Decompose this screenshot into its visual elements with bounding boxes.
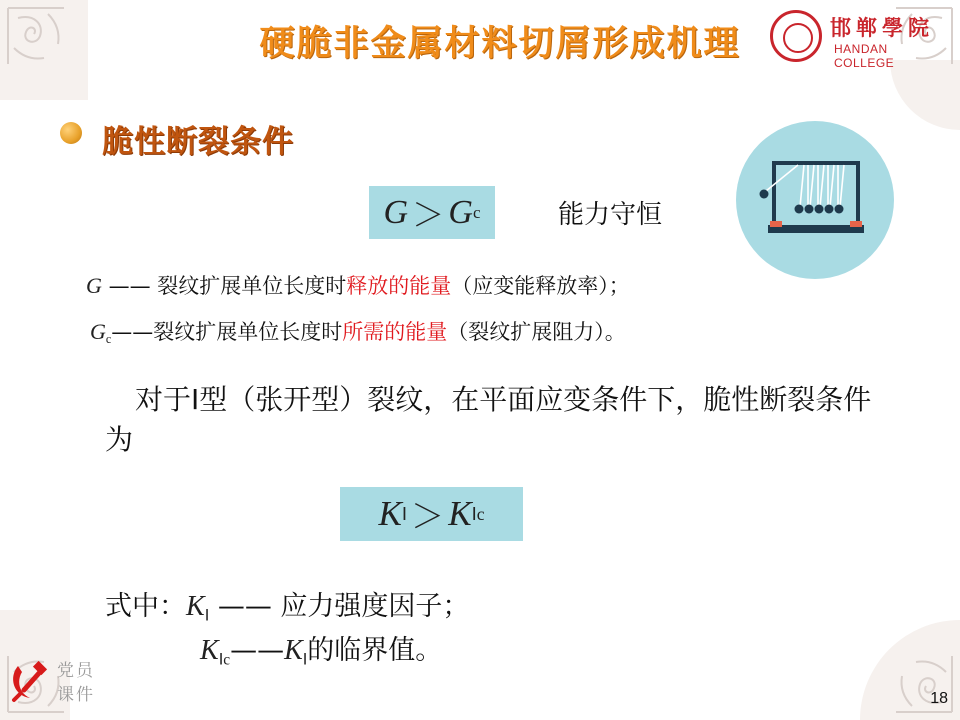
eq-gc: G [448,193,473,231]
where-kc-dash: —— [230,635,285,666]
def-gc-dash: —— [111,320,154,344]
newtons-cradle-icon [736,121,894,279]
party-text-line1: 党员 [57,661,95,681]
where-kc-symbol [200,635,231,669]
where-kc-text: 的临界值。 [307,635,443,666]
def-g-dash: —— [101,274,158,298]
slide-title: 硬脆非金属材料切屑形成机理 [259,24,741,64]
eq-gc-sub: c [472,202,481,222]
stress-criterion-equation [340,487,523,541]
where-k-main: K [186,591,205,622]
where-k-symbol [186,591,210,625]
eq-kc: K [448,494,472,533]
where-ref-symbol [284,635,308,669]
where-kc-sub: Ⅰc [218,651,231,669]
def-g-text: 裂纹扩展单位长度时 [157,274,347,298]
where-line-2 [200,628,442,669]
college-english-name: HANDAN COLLEGE [834,42,895,70]
where-ref-sub: Ⅰ [302,651,308,669]
def-g-highlight: 释放的能量 [346,274,452,298]
section-heading: 脆性断裂条件 [102,124,294,160]
def-gc-note: （裂纹扩展阻力）。 [447,320,626,344]
where-k-text: 应力强度因子； [280,591,470,622]
energy-criterion-equation [369,186,495,239]
corner-ornament-icon [4,4,82,82]
eq-kc-sub: Ⅰc [471,503,485,524]
energy-caption: 能力守恒 [558,200,663,230]
def-gc-highlight: 所需的能量 [342,320,448,344]
hammer-sickle-icon [10,660,50,704]
where-ref-main: K [284,635,303,666]
college-seal-icon [770,10,822,62]
college-logo [770,8,950,70]
definition-g [86,270,630,300]
body-paragraph: 对于Ⅰ型（张开型）裂纹，在平面应变条件下，脆性断裂条件为 [105,383,872,456]
def-gc-symbol [90,319,112,347]
eq-k: K [378,494,402,533]
college-name: 邯郸學院 [830,15,934,40]
where-prefix: 式中： [105,591,186,622]
party-text-line2: 课件 [57,685,95,705]
where-line-1 [105,584,469,625]
def-gc-symbol-main: G [90,319,106,344]
where-k-sub: Ⅰ [204,607,210,625]
party-courseware-label [56,659,96,707]
bullet-ball-icon [60,122,82,144]
def-gc-symbol-sub: c [105,332,112,347]
eq-k-sub: Ⅰ [401,503,407,524]
def-g-note: （应变能释放率）； [451,274,630,298]
where-kc-main: K [200,635,219,666]
eq-g: G [383,193,409,231]
page-number: 18 [930,690,948,707]
eq-relation: ＞ [412,196,445,233]
where-k-dash: —— [209,591,281,622]
def-gc-text: 裂纹扩展单位长度时 [153,320,343,344]
definition-gc [90,316,626,347]
def-g-symbol: G [86,273,102,298]
eq-k-relation: ＞ [410,499,445,536]
